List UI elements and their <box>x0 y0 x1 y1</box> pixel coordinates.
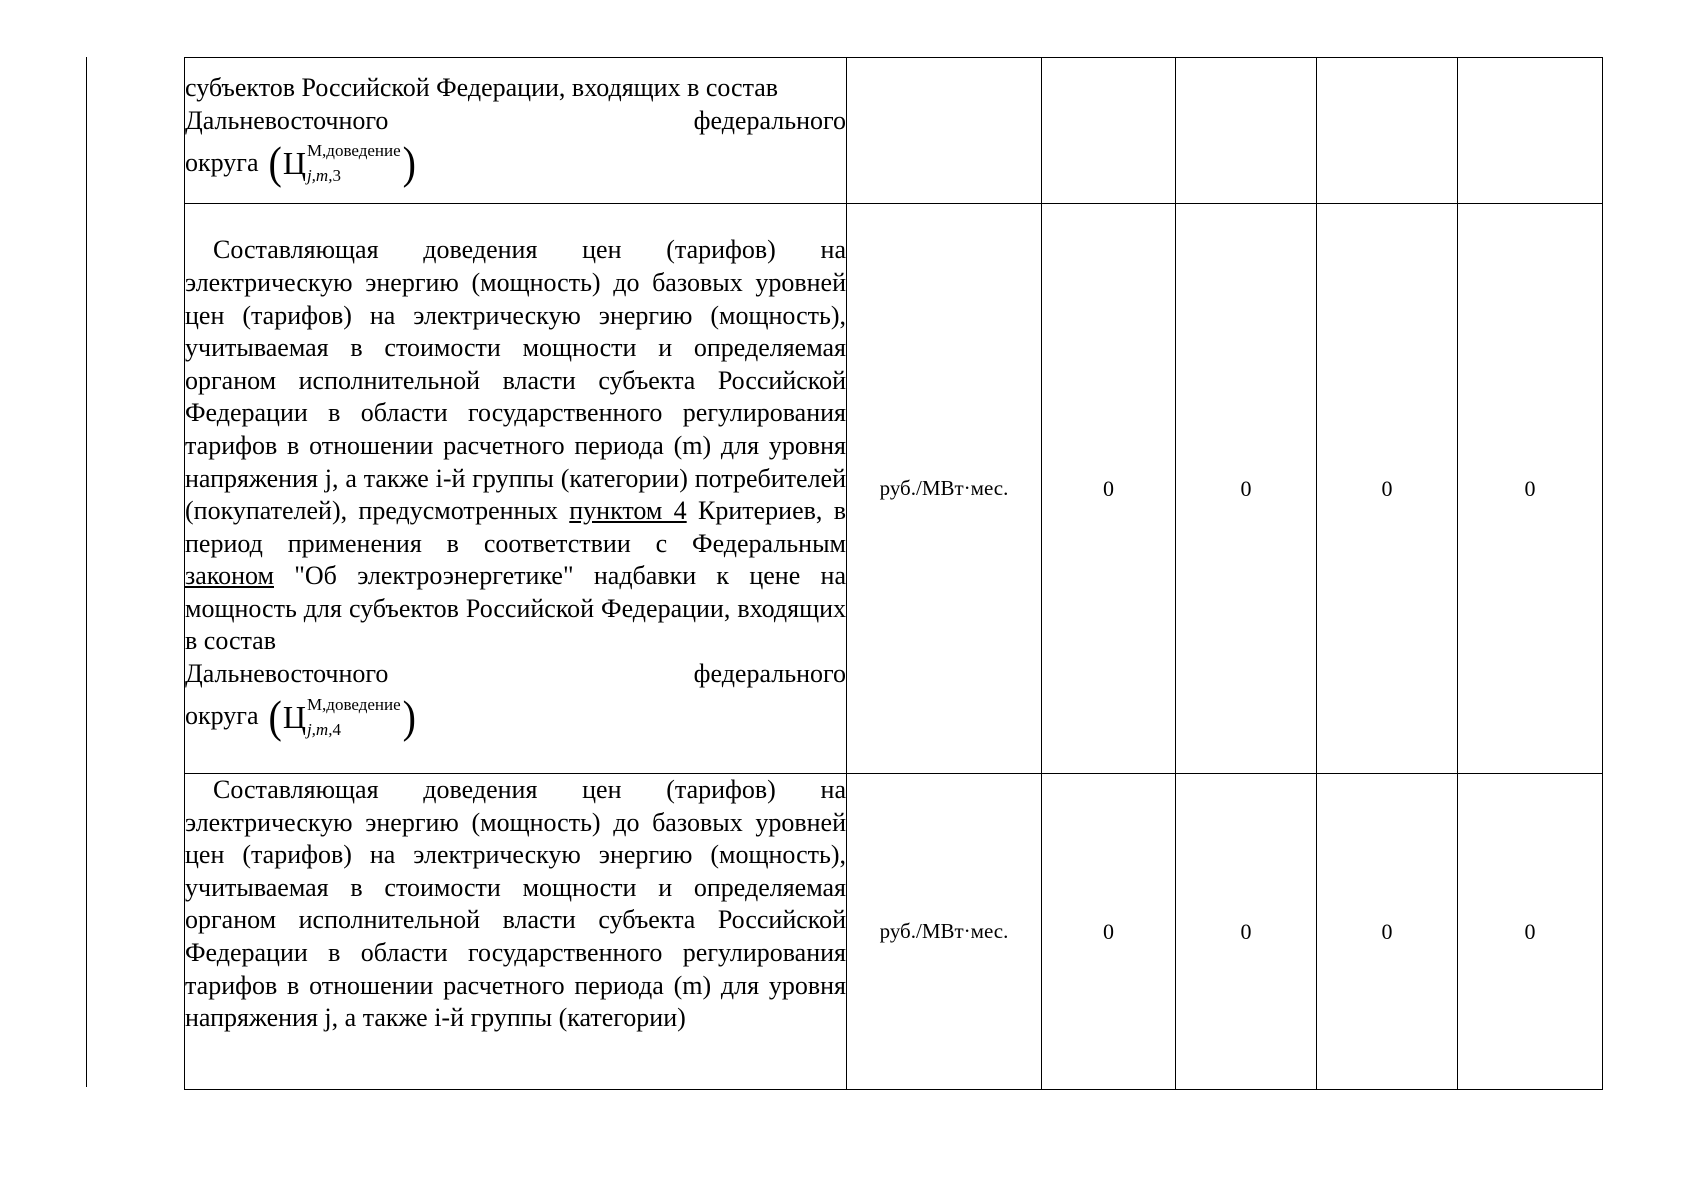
value-cell: 0 <box>1042 774 1176 1090</box>
formula-symbol: Ц <box>282 698 306 735</box>
description-word: Дальневосточного <box>185 105 389 135</box>
description-line <box>185 105 846 138</box>
formula-subscript: j,m,3 <box>306 166 341 186</box>
value-cell <box>1176 58 1317 204</box>
value-cell <box>1042 58 1176 204</box>
formula-paren-close: ) <box>402 136 416 189</box>
unit-cell: руб./МВт·мес. <box>847 774 1042 1090</box>
value-cell: 0 <box>1317 204 1458 774</box>
formula-paren-open: ( <box>268 136 282 189</box>
value-cell: 0 <box>1176 204 1317 774</box>
value-cell: 0 <box>1458 204 1603 774</box>
value-cell <box>1458 58 1603 204</box>
table-row <box>185 774 1603 1090</box>
criteria-point-4-link[interactable]: пунктом 4 <box>569 496 687 526</box>
description-cell <box>185 774 847 1090</box>
description-text: Критериев, в период применения в соответствии с Федеральным <box>185 496 846 558</box>
unit-cell <box>847 58 1042 204</box>
description-text: Составляющая доведения цен (тарифов) на электрическую энергию (мощность) до базовых уровней цен (тарифов) на электрическую энергию (мощность), учитываемая в стоимости мощности и определяемая органом исполнительной власти субъекта Российской Федерации в области государственного регулирования тарифов в отношении расчетного периода (m) для уровня напряжения j, а также i-й группы (категории) <box>185 775 846 1033</box>
formula-paren-open: ( <box>268 690 282 742</box>
formula-symbol: Ц <box>282 145 306 182</box>
value-cell: 0 <box>1042 204 1176 774</box>
value-cell: 0 <box>1176 774 1317 1090</box>
unit-cell: руб./МВт·мес. <box>847 204 1042 774</box>
federal-law-link[interactable]: законом <box>185 561 274 591</box>
page-margin-line <box>86 57 87 1087</box>
table-row <box>185 58 1603 204</box>
description-cell <box>185 58 847 204</box>
formula-line <box>185 691 846 743</box>
formula-subscript: j,m,4 <box>306 719 341 739</box>
description-word: округа <box>185 147 259 177</box>
formula-superscript: М,доведение <box>306 694 401 714</box>
description-text: "Об электроэнергетике" надбавки к цене на мощность для субъектов Российской Федерации, входящих в состав <box>185 561 847 656</box>
description-text: Составляющая доведения цен (тарифов) на электрическую энергию (мощность) до базовых уровней цен (тарифов) на электрическую энергию (мощность), учитываемая в стоимости мощности и определяемая органом исполнительной власти субъекта Российской Федерации в области государственного регулирования тарифов в отношении расчетного периода (m) для уровня напряжения j, а также i-й группы (категории) потребителей (покупателей), предусмотренных <box>185 235 846 526</box>
value-cell <box>1317 58 1458 204</box>
formula-paren-close: ) <box>402 690 416 742</box>
description-word: федерального <box>693 659 846 689</box>
value-cell: 0 <box>1458 774 1603 1090</box>
description-line: субъектов Российской Федерации, входящих в состав <box>185 72 779 102</box>
description-line <box>185 658 846 691</box>
description-word: округа <box>185 701 259 731</box>
price-formula <box>268 690 416 742</box>
description-word: федерального <box>693 105 846 135</box>
price-formula <box>268 136 416 189</box>
value-cell: 0 <box>1317 774 1458 1090</box>
tariff-table <box>184 57 1603 1090</box>
formula-line <box>185 137 846 189</box>
formula-superscript: М,доведение <box>306 141 401 161</box>
table-row <box>185 204 1603 774</box>
description-word: Дальневосточного <box>185 659 389 689</box>
description-cell <box>185 204 847 774</box>
